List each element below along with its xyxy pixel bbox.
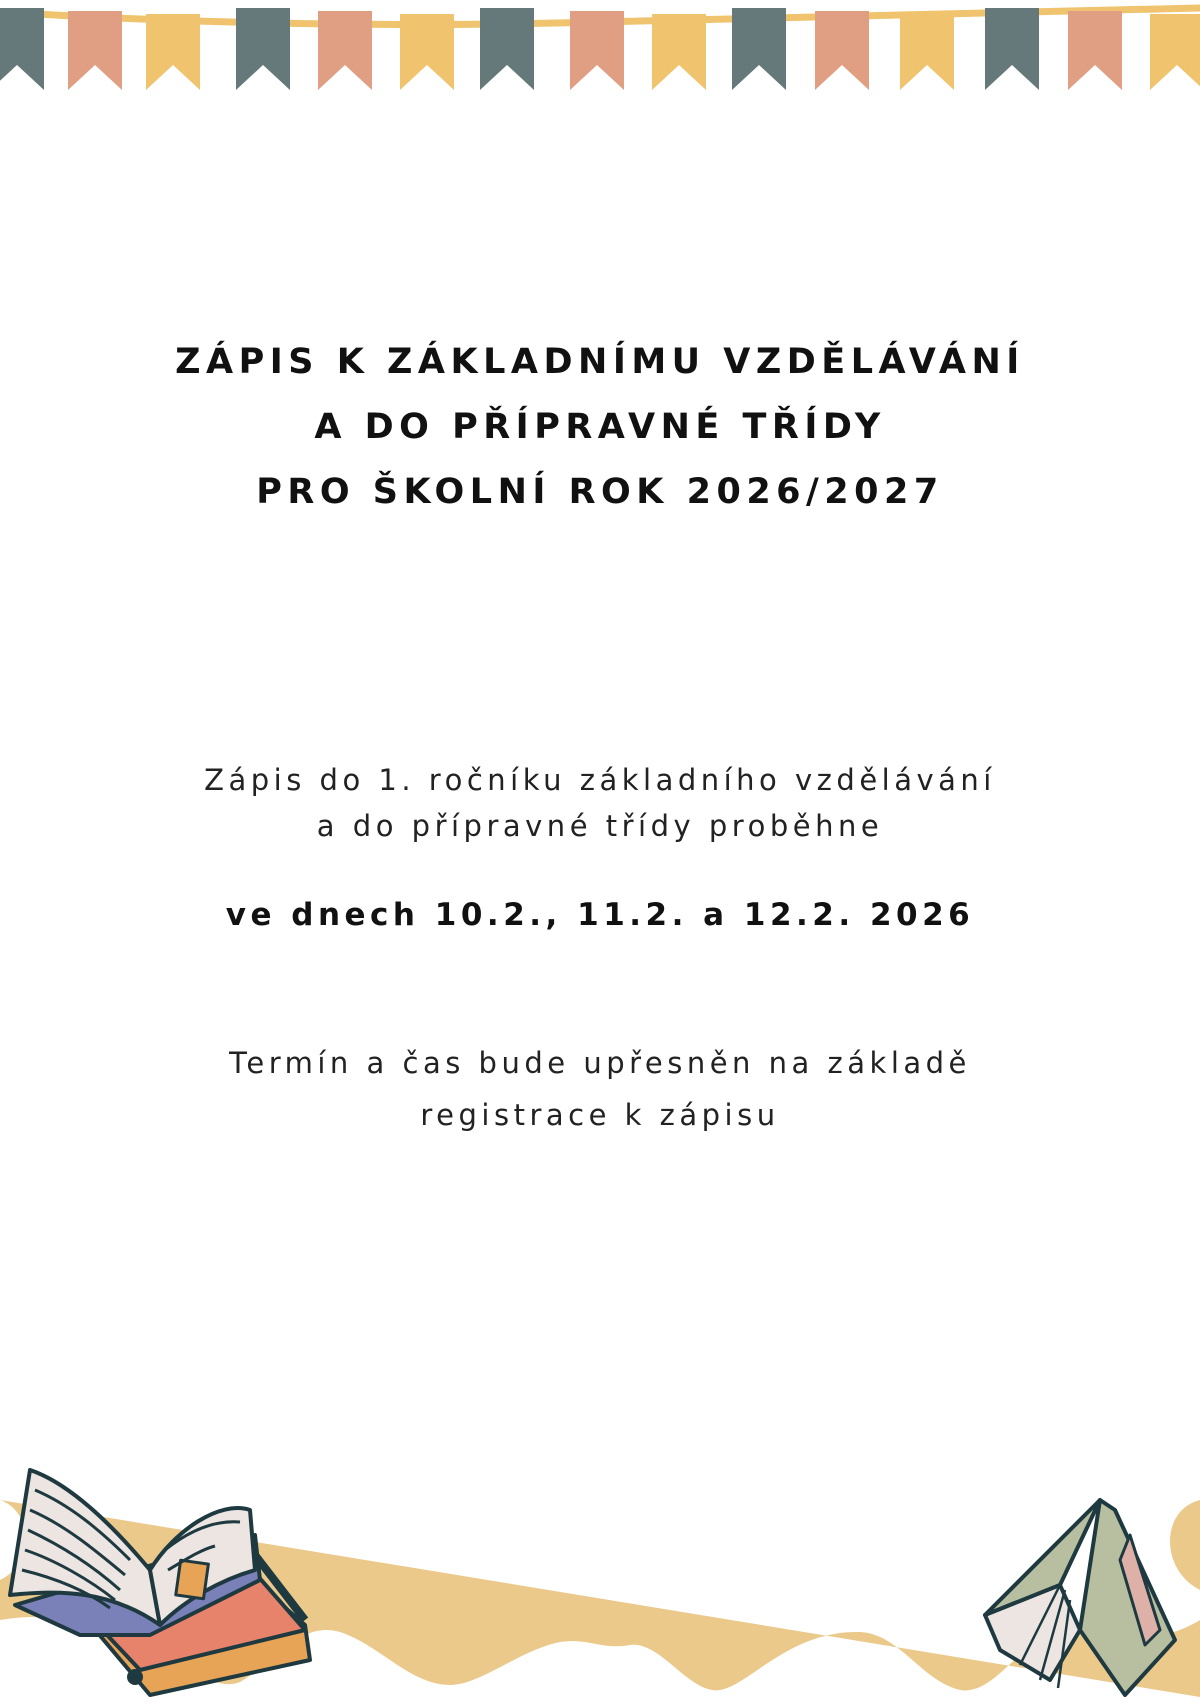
bunting-flag: [570, 11, 624, 90]
bunting-flag: [146, 14, 200, 90]
enrollment-dates: ve dnech 10.2., 11.2. a 12.2. 2026: [225, 897, 975, 933]
note-line-2: registrace k zápisu: [420, 1098, 780, 1132]
bunting-flag: [1150, 14, 1200, 90]
bunting-flag: [652, 14, 706, 90]
bunting-flag: [400, 14, 454, 90]
intro-line-1: Zápis do 1. ročníku základního vzdělávání: [204, 763, 996, 797]
bottom-decoration: [0, 1450, 1200, 1697]
bunting-flag: [900, 14, 954, 90]
bunting-decoration: [0, 0, 1200, 100]
bunting-flag: [815, 11, 869, 90]
intro-line-2: a do přípravné třídy proběhne: [316, 809, 884, 843]
books-stack-icon: [10, 1470, 310, 1695]
bunting-flag: [985, 8, 1039, 90]
bunting-flag: [1068, 11, 1122, 90]
note-line-1: Termín a čas bude upřesněn na základě: [229, 1046, 971, 1080]
intro-text: [0, 757, 1200, 849]
bunting-flag: [0, 8, 44, 90]
title-line-1: ZÁPIS K ZÁKLADNÍMU VZDĚLÁVÁNÍ: [175, 342, 1025, 382]
title-line-2: A DO PŘÍPRAVNÉ TŘÍDY: [314, 407, 886, 447]
bunting-flag: [732, 8, 786, 90]
bunting-flag: [480, 8, 534, 90]
bunting-flag: [68, 11, 122, 90]
bunting-flag: [318, 11, 372, 90]
page-title: [0, 330, 1200, 525]
note-text: [0, 1037, 1200, 1141]
bunting-flag: [236, 8, 290, 90]
title-line-3: PRO ŠKOLNÍ ROK 2026/2027: [256, 472, 944, 512]
